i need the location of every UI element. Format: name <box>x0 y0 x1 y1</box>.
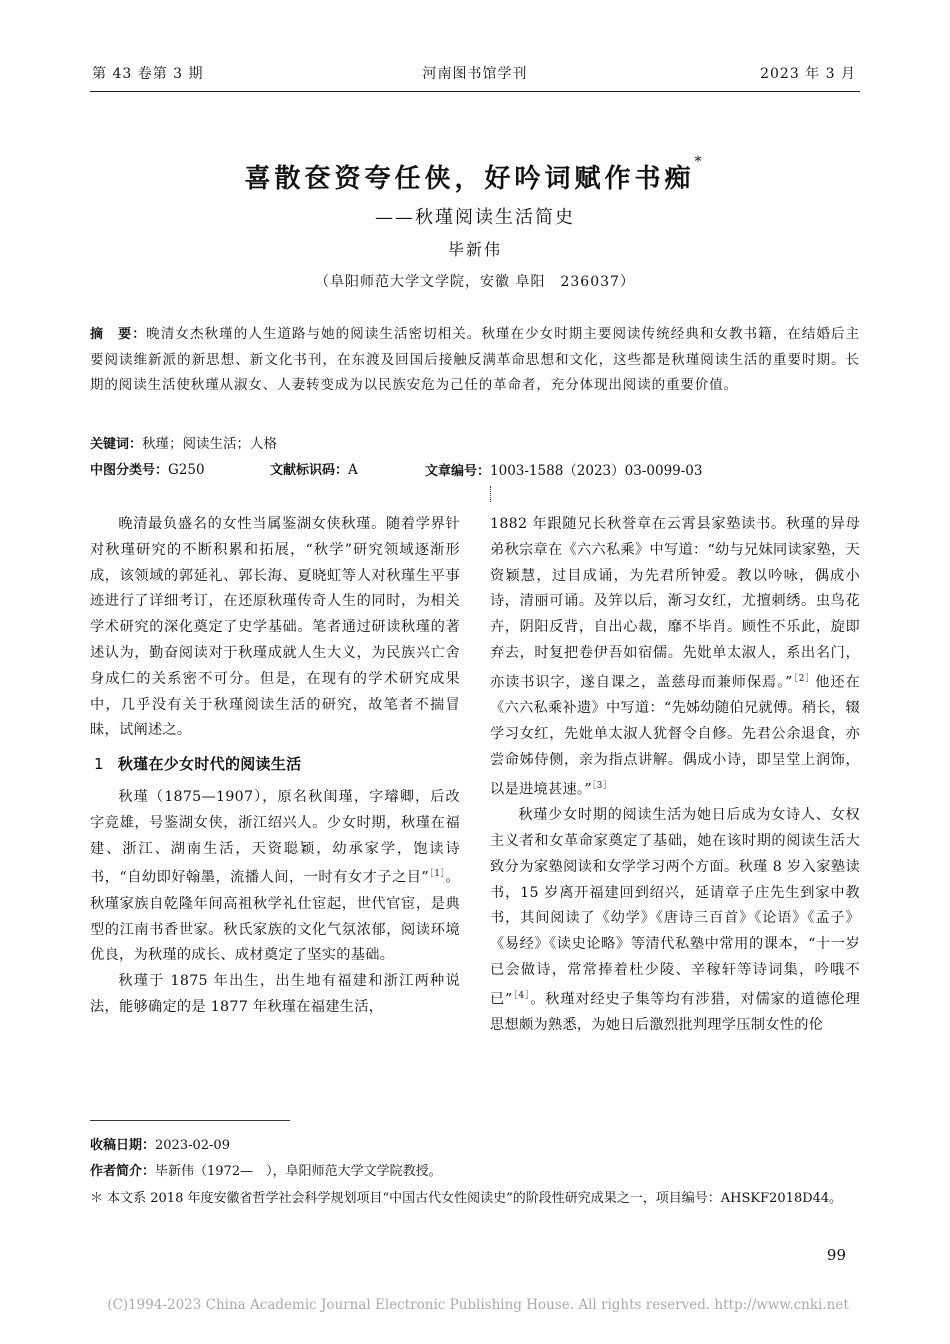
body-left-column <box>90 512 460 1021</box>
document-code: 文献标识码：A <box>270 462 358 478</box>
section-number: 1 <box>94 755 104 774</box>
article-subtitle: ——秋瑾阅读生活简史 <box>375 207 575 228</box>
abstract-text: 晚清女杰秋瑾的人生道路与她的阅读生活密切相关。秋瑾在少女时期主要阅读传统经典和女教书籍，在结婚后主要阅读维新派的新思想、新文化书刊，在东渡及回国后接触反满革命思想和文化，这些都是秋瑾阅读生活的重要时期。长期的阅读生活使秋瑾从淑女、人妻转变成为以民族安危为己任的革命者，充分体现出阅读的重要价值。 <box>90 326 860 393</box>
paragraph: 秋瑾（1875—1907），原名秋闺瑾，字璿卿，后改字竞雄，号鉴湖女侠，浙江绍兴人。少女时期，秋瑾在福建、浙江、湖南生活，天资聪颖，幼承家学，饱读诗书，“自幼即好翰墨，流播人间，一时有女才子之目”$^{[1]}$。秋瑾家族自乾隆年间高祖秋学礼仕宦起，世代官宦，是典型的江南书香世家。秋氏家族的文化气氛浓郁，阅读环境优良，为秋瑾的成长、成材奠定了坚实的基础。 <box>90 788 460 964</box>
column-marker <box>490 486 492 502</box>
abstract-label: 摘 要： <box>90 327 147 342</box>
paragraph: 秋瑾少女时期的阅读生活为她日后成为女诗人、女权主义者和女革命家奠定了基础，她在该时期的阅读生活大致分为家塾阅读和女学学习两个方面。秋瑾 8 岁入家塾读书，15 岁离开福建回到绍兴，延请章子庄先生到家中教书，其间阅读了《幼学》《唐诗三百首》《论语》《孟子》《易经》《读史论略》等清代私塾中常用的课本，“十一岁已会做诗，常常捧着杜少陵、辛稼轩等诗词集，吟哦不已”$^{[4]}$。秋瑾对经史子集等均有涉猎，对儒家的道德伦理思想颇为熟悉，为她日后激烈批判理学压制女性的伦 <box>490 807 860 1034</box>
header-journal: 河南图书馆学刊 <box>422 66 528 82</box>
abstract <box>90 322 860 399</box>
article-number: 文章编号：1003-1588（2023）03-0099-03 <box>425 463 703 479</box>
paragraph: 1882 年跟随兄长秋誉章在云霄县家塾读书。秋瑾的异母弟秋宗章在《六六私乘》中写道：“幼与兄妹同读家塾，天资颖慧，过目成诵，为先君所钟爱。教以吟咏，偶成小诗，清丽可诵。及笄以后，渐习女红，尤擅刺绣。虫鸟花卉，阴阳反背，自出心裁，靡不毕肖。顾性不乐此，旋即弃去，时复把卷伊吾如宿儒。先妣单太淑人，系出名门，亦读书识字，遂自课之，盖慈母而兼师保焉。”$^{[2]}$他还在《六六私乘补遗》中写道：“先姊幼随伯兄就傅。稍长，辍学习女红，先妣单太淑人犹督令自修。先君公余退食，亦尝命姊侍侧，亲为指点讲解。偶成小诗，即呈堂上润饰，以是进境甚速。”$^{[3]}$ <box>490 516 860 798</box>
paragraph: 晚清最负盛名的女性当属鉴湖女侠秋瑾。随着学界针对秋瑾研究的不断积累和拓展，“秋学”研究领域逐渐形成，该领域的郭延礼、郭长海、夏晓虹等人对秋瑾生平事迹进行了详细考订，在还原秋瑾传奇人生的同时，为相关学术研究的深化奠定了史学基础。笔者通过研读秋瑾的著述认为，勤奋阅读对于秋瑾成就人生大义，为民族兴亡舍身成仁的关系密不可分。但是，在现有的学术研究成果中，几乎没有关于秋瑾阅读生活的研究，故笔者不揣冒昧，试阐述之。 <box>90 516 460 739</box>
author-bio: 作者简介：毕新伟（1972— ），阜阳师范大学文学院教授。 <box>90 1164 442 1179</box>
paragraph: 秋瑾于 1875 年出生，出生地有福建和浙江两种说法，能够确定的是 1877 年秋瑾在福建生活， <box>90 973 460 1016</box>
footnote-rule <box>90 1120 290 1121</box>
citation-ref: ［1］ <box>428 869 446 880</box>
clc-code: 中图分类号：G250 <box>90 462 205 478</box>
keywords-text: 秋瑾；阅读生活；人格 <box>142 436 278 452</box>
received-date: 收稿日期：2023-02-09 <box>90 1138 230 1153</box>
title-main: 喜散奁资夸任侠，好吟词赋作书痴 <box>244 164 695 194</box>
header-date: 2023 年 3 月 <box>760 66 856 82</box>
section-heading <box>90 752 460 778</box>
header-rule <box>90 91 860 92</box>
section-title: 秋瑾在少女时代的阅读生活 <box>117 755 302 774</box>
funding-note: ＊ 本文系 2018 年度安徽省哲学社会科学规划项目“中国古代女性阅读史”的阶段性研究成果之一，项目编号：AHSKF2018D44。 <box>90 1191 843 1206</box>
author-name: 毕新伟 <box>447 240 502 259</box>
title-footnote-mark: * <box>694 154 706 170</box>
body-right-column <box>490 512 860 1039</box>
page-number: 99 <box>826 1246 846 1264</box>
citation-ref: ［2］ <box>792 673 816 684</box>
header-volume: 第 43 卷第 3 期 <box>92 66 204 82</box>
keywords-label: 关键词： <box>90 437 143 452</box>
copyright-line: (C)1994-2023 China Academic Journal Electronic Publishing House. All rights reserved. http://www.cnki.net <box>107 1297 849 1313</box>
citation-ref: ［3］ <box>591 780 613 791</box>
citation-ref: ［4］ <box>512 990 531 1001</box>
keywords <box>90 432 277 452</box>
article-title <box>90 154 860 195</box>
author-affiliation: （阜阳师范大学文学院，安徽 阜阳 236037） <box>315 274 635 290</box>
